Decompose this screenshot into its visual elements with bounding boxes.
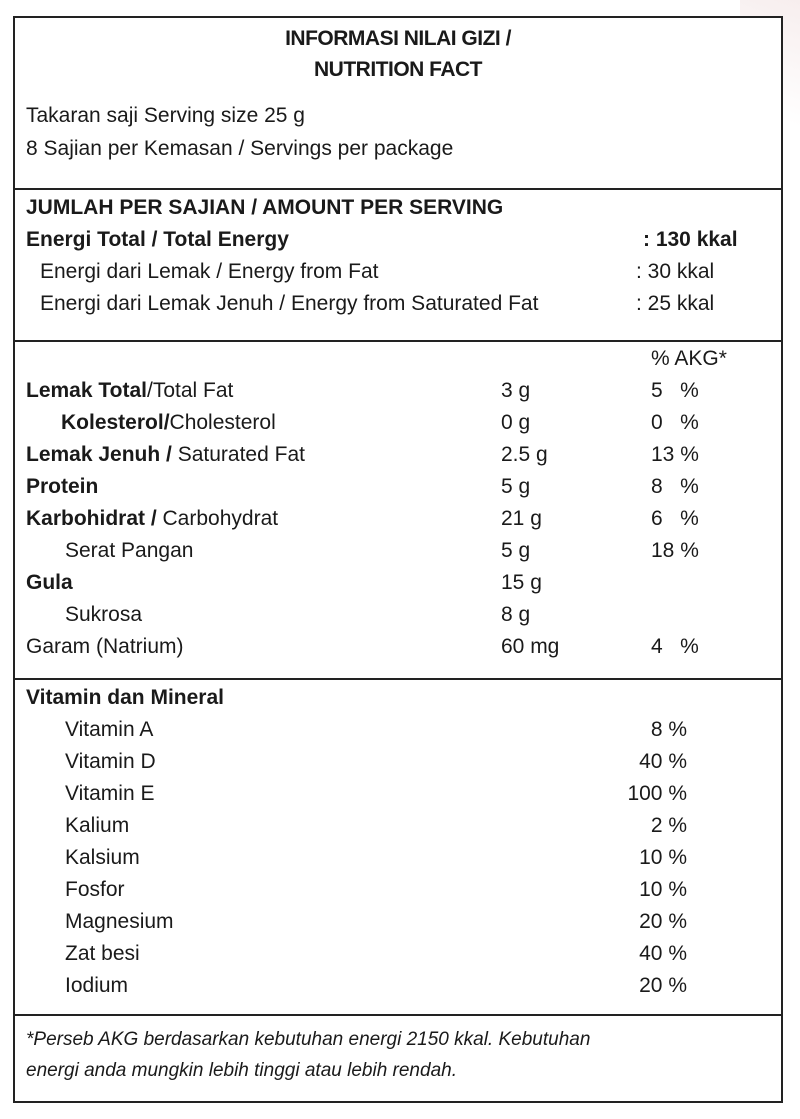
nutrient-amount: 3 g: [501, 379, 531, 402]
vitamin-row-a: [15, 714, 781, 746]
nutrient-name: /Total Fat: [146, 379, 234, 402]
vitamin-akg: 100 %: [627, 782, 687, 805]
energy-from-satfat-label: Energi dari Lemak Jenuh / Energy from Saturated Fat: [40, 292, 539, 315]
nutrient-row-sugar: [15, 567, 781, 599]
vitamin-name: Fosfor: [65, 878, 125, 901]
footnote-line-2: energi anda mungkin lebih tinggi atau lebih rendah.: [26, 1060, 457, 1081]
vitamin-name: Vitamin E: [65, 782, 155, 805]
energy-from-fat-row: [15, 256, 781, 288]
akg-header-row: [15, 343, 781, 375]
vitamin-akg: 40 %: [639, 942, 687, 965]
vitamin-akg: 10 %: [639, 878, 687, 901]
servings-per-package: 8 Sajian per Kemasan / Servings per package: [26, 137, 454, 160]
nutrient-name: Sukrosa: [65, 603, 143, 626]
nutrient-amount: 15 g: [501, 571, 542, 594]
mineral-row-iron: [15, 938, 781, 970]
nutrient-akg: 0 %: [651, 411, 699, 434]
nutrient-amount: 5 g: [501, 475, 531, 498]
nutrient-row-saturated-fat: [15, 439, 781, 471]
mineral-row-calcium: [15, 842, 781, 874]
nutrient-name-bold: Karbohidrat /: [26, 507, 163, 530]
nutrient-akg: 18 %: [651, 539, 699, 562]
footnote: [15, 1016, 781, 1086]
vitamin-akg: 8 %: [650, 718, 687, 741]
nutrient-row-sodium: [15, 631, 781, 663]
serving-size: Takaran saji Serving size 25 g: [26, 104, 305, 127]
vitamin-akg: 20 %: [639, 910, 687, 933]
title-line-2: NUTRITION FACT: [314, 58, 482, 81]
vitamin-akg: 10 %: [639, 846, 687, 869]
nutrient-akg: 13 %: [651, 443, 699, 466]
nutrient-amount: 60 mg: [501, 635, 560, 658]
nutrient-name: Serat Pangan: [65, 539, 194, 562]
vitamin-akg: 40 %: [639, 750, 687, 773]
nutrient-akg: 8 %: [651, 475, 699, 498]
vitamin-name: Vitamin D: [65, 750, 156, 773]
footnote-section: [15, 1016, 781, 1101]
nutrient-amount: 8 g: [501, 603, 531, 626]
nutrition-facts-label: [13, 16, 783, 1103]
footnote-line-1: *Perseb AKG berdasarkan kebutuhan energi 2150 kkal. Kebutuhan: [26, 1029, 591, 1050]
energy-from-satfat-row: [15, 288, 781, 320]
label-title: [15, 18, 781, 85]
vitamin-akg: 20 %: [639, 974, 687, 997]
nutrient-akg: 5 %: [651, 379, 699, 402]
nutrient-row-dietary-fiber: [15, 535, 781, 567]
amount-per-serving-heading: JUMLAH PER SAJIAN / AMOUNT PER SERVING: [26, 196, 504, 219]
nutrient-row-carbohydrate: [15, 503, 781, 535]
nutrient-name-bold: Lemak Jenuh /: [26, 443, 178, 466]
total-energy-row: [15, 224, 781, 256]
vitamin-name: Magnesium: [65, 910, 174, 933]
vitamin-name: Kalsium: [65, 846, 140, 869]
akg-header: % AKG*: [651, 347, 727, 370]
energy-section: [15, 190, 781, 342]
vitamin-row-e: [15, 778, 781, 810]
mineral-row-phosphorus: [15, 874, 781, 906]
serving-info: [15, 85, 781, 165]
total-energy-label: Energi Total / Total Energy: [26, 228, 289, 251]
vitamin-akg: 2 %: [650, 814, 687, 837]
energy-from-fat-label: Energi dari Lemak / Energy from Fat: [40, 260, 379, 283]
vitamin-name: Kalium: [65, 814, 130, 837]
nutrient-amount: 21 g: [501, 507, 542, 530]
title-line-1: INFORMASI NILAI GIZI /: [285, 27, 511, 50]
header-section: [15, 18, 781, 190]
nutrient-name: Cholesterol: [169, 411, 276, 434]
nutrient-row-cholesterol: [15, 407, 781, 439]
vitamins-section: [15, 680, 781, 1016]
nutrient-row-sucrose: [15, 599, 781, 631]
energy-from-fat-value: : 30 kkal: [636, 260, 715, 283]
nutrient-akg: 6 %: [651, 507, 699, 530]
vitamin-name: Vitamin A: [65, 718, 154, 741]
nutrient-name-bold: Lemak Total: [26, 379, 147, 402]
total-energy-value: : 130 kkal: [643, 228, 738, 251]
nutrient-amount: 0 g: [501, 411, 531, 434]
nutrient-name-bold: Kolesterol/: [61, 411, 170, 434]
nutrient-name-bold: Gula: [26, 571, 73, 594]
nutrient-name: Carbohydrat: [162, 507, 279, 530]
vitamin-row-d: [15, 746, 781, 778]
vitamin-name: Zat besi: [65, 942, 140, 965]
vitamins-heading: Vitamin dan Mineral: [26, 686, 224, 709]
nutrient-akg: 4 %: [651, 635, 699, 658]
nutrient-amount: 2.5 g: [501, 443, 548, 466]
energy-from-satfat-value: : 25 kkal: [636, 292, 715, 315]
nutrient-row-total-fat: [15, 375, 781, 407]
nutrient-name: Garam (Natrium): [26, 635, 184, 658]
mineral-row-magnesium: [15, 906, 781, 938]
nutrient-row-protein: [15, 471, 781, 503]
nutrient-amount: 5 g: [501, 539, 531, 562]
vitamin-name: Iodium: [65, 974, 129, 997]
nutrient-name-bold: Protein: [26, 475, 99, 498]
nutrient-name: Saturated Fat: [177, 443, 305, 466]
mineral-row-iodine: [15, 970, 781, 1002]
nutrients-section: [15, 342, 781, 680]
mineral-row-potassium: [15, 810, 781, 842]
